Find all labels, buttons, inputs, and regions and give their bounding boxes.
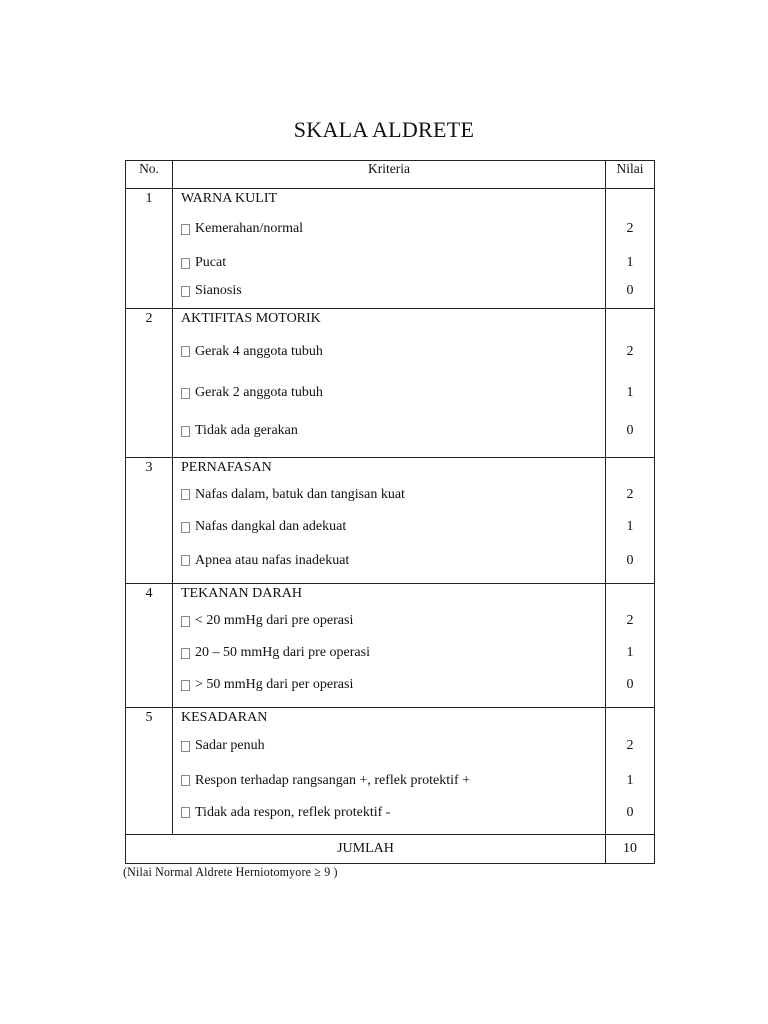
row-number: 5 [145,710,153,725]
option-label: Nafas dangkal dan adekuat [195,519,347,534]
criteria-option [173,604,605,638]
table-row [126,708,655,835]
option-value: 2 [626,343,634,359]
criteria-option [173,374,605,412]
checkbox-icon [181,775,190,786]
option-label: < 20 mmHg dari pre operasi [195,613,354,628]
option-value: 1 [626,385,634,400]
checkbox-icon [181,224,190,235]
criteria-cell [173,458,606,584]
row-number-cell [126,309,173,458]
option-value: 2 [626,221,634,236]
criteria-option [173,249,605,277]
header-no: No. [126,161,173,189]
option-value: 2 [626,613,634,628]
option-label: Tidak ada respon, reflek protektif - [195,804,391,820]
table-row [126,309,655,458]
option-value: 0 [626,677,634,692]
criteria-option [173,412,605,450]
checkbox-icon [181,388,190,399]
header-value: Nilai [606,161,655,189]
checkbox-icon [181,741,190,752]
option-label: Kemerahan/normal [195,221,304,236]
criteria-option [173,543,605,578]
criteria-option [173,511,605,543]
header-criteria: Kriteria [173,161,606,189]
option-label: Pucat [195,255,227,270]
checkbox-icon [181,555,190,566]
criteria-cell [173,309,606,458]
row-number-cell [126,584,173,708]
checkbox-icon [181,680,190,691]
checkbox-icon [181,286,190,297]
option-label: 20 – 50 mmHg dari pre operasi [195,645,370,660]
checkbox-icon [181,522,190,533]
criteria-option [173,209,605,249]
option-label: Gerak 2 anggota tubuh [195,385,323,400]
checkbox-icon [181,616,190,627]
row-number: 4 [145,586,153,601]
total-row [126,835,655,864]
checkbox-icon [181,258,190,269]
option-label: Sianosis [195,283,242,298]
option-label: Tidak ada gerakan [195,423,298,438]
value-cell [606,189,655,309]
option-value: 1 [626,645,634,660]
option-value: 0 [626,552,634,568]
option-label: Sadar penuh [195,738,265,753]
table-header-row [126,161,655,189]
option-value: 0 [626,804,634,820]
criteria-option [173,764,605,797]
footnote: (Nilai Normal Aldrete Herniotomyore ≥ 9 ) [123,864,338,879]
category-label: WARNA KULIT [181,191,278,206]
value-cell [606,458,655,584]
criteria-option [173,728,605,764]
option-value: 1 [626,772,634,788]
criteria-option [173,797,605,828]
table-row [126,189,655,309]
criteria-cell [173,708,606,835]
row-number: 2 [145,311,153,326]
checkbox-icon [181,426,190,437]
option-label: Respon terhadap rangsangan +, reflek protektif + [195,772,471,788]
option-value: 2 [626,486,634,502]
row-number-cell [126,708,173,835]
value-cell [606,309,655,458]
category-label: AKTIFITAS MOTORIK [181,311,321,326]
option-label: > 50 mmHg dari per operasi [195,677,354,692]
criteria-option [173,329,605,374]
option-label: Gerak 4 anggota tubuh [195,343,323,359]
criteria-option [173,277,605,305]
option-value: 1 [626,255,634,270]
checkbox-icon [181,346,190,357]
option-value: 1 [626,519,634,534]
row-number-cell [126,189,173,309]
row-number: 1 [145,191,153,206]
criteria-option [173,668,605,702]
value-cell [606,708,655,835]
category-label: KESADARAN [181,710,268,725]
criteria-option [173,478,605,511]
page-title: SKALA ALDRETE [293,117,475,142]
row-number: 3 [145,460,153,475]
option-value: 2 [626,738,634,753]
row-number-cell [126,458,173,584]
total-label: JUMLAH [126,835,606,864]
option-label: Apnea atau nafas inadekuat [195,552,350,568]
criteria-option [173,638,605,668]
criteria-cell [173,584,606,708]
checkbox-icon [181,489,190,500]
checkbox-icon [181,807,190,818]
option-value: 0 [626,423,634,438]
table-row [126,584,655,708]
checkbox-icon [181,648,190,659]
total-value: 10 [606,835,655,864]
category-label: PERNAFASAN [181,460,272,475]
aldrete-table [125,160,655,864]
value-cell [606,584,655,708]
option-value: 0 [626,283,634,298]
table-row [126,458,655,584]
category-label: TEKANAN DARAH [181,586,302,601]
option-label: Nafas dalam, batuk dan tangisan kuat [195,486,405,502]
criteria-cell [173,189,606,309]
